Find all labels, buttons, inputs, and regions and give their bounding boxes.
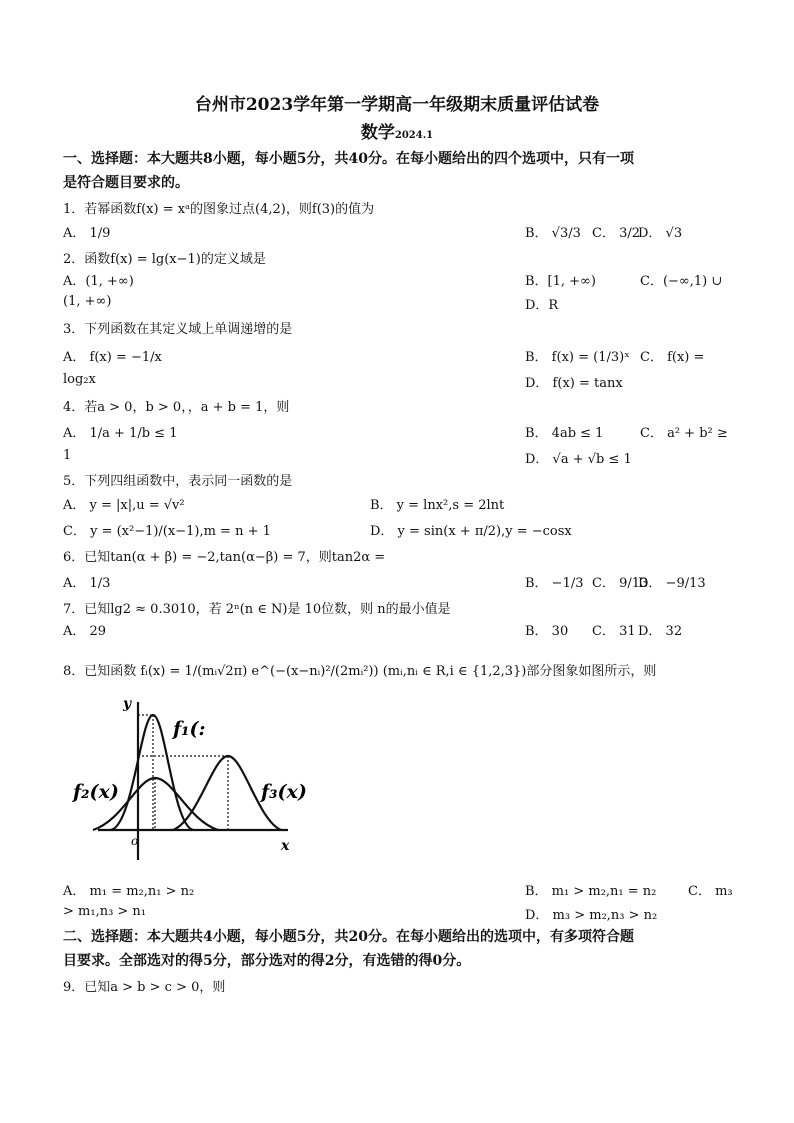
q2-option-c-cont: (1, +∞) <box>63 294 112 309</box>
fig-f1-label: f₁(: <box>173 718 206 740</box>
q7-option-c: C． 31 <box>592 624 636 639</box>
q7-option-d: D． 32 <box>638 624 683 639</box>
exam-date: 2024.1 <box>394 130 434 141</box>
q4-option-c: C． a² + b² ≥ <box>640 426 728 441</box>
q3-option-d: D． f(x) = tanx <box>525 376 623 391</box>
q1-option-b: B． √3/3 <box>525 226 581 241</box>
q4-option-c-cont: 1 <box>63 448 72 463</box>
q1-option-d: D． √3 <box>638 226 683 241</box>
section-2-header: 二、选择题：本大题共4小题，每小题5分，共20分。在每小题给出的选项中，有多项符合题 <box>63 929 634 945</box>
page-title: 台州市2023学年第一学期高一年级期末质量评估试卷 <box>194 95 600 115</box>
fig-x-label: x <box>281 838 290 854</box>
q1-option-a: A． 1/9 <box>63 226 111 241</box>
q1-option-c: C． 3/2 <box>592 226 641 241</box>
q2-option-a: A．(1, +∞) <box>63 274 134 289</box>
q3-option-c: C． f(x) = <box>640 350 705 365</box>
q5-option-c: C． y = (x²−1)/(x−1),m = n + 1 <box>63 524 271 539</box>
q8-figure <box>63 690 313 865</box>
q7-option-b: B． 30 <box>525 624 569 639</box>
q8-option-b: B． m₁ > m₂,n₁ = n₂ <box>525 884 657 899</box>
q8-stem: 8．已知函数 fᵢ(x) = 1/(mᵢ√2π) e^(−(x−nᵢ)²/(2mᵢ²)) (mᵢ,nᵢ ∈ R,i ∈ {1,2,3})部分图象如图所示，则 <box>63 664 657 679</box>
q1-stem: 1．若幂函数f(x) = xᵃ的图象过点(4,2)，则f(3)的值为 <box>63 202 375 217</box>
q7-stem: 7．已知lg2 ≈ 0.3010，若 2ⁿ(n ∈ N)是 10位数，则 n的最小值是 <box>63 602 451 617</box>
q8-option-c-cont: > m₁,n₃ > n₁ <box>63 904 147 919</box>
q6-option-a: A． 1/3 <box>63 576 111 591</box>
q4-option-d: D． √a + √b ≤ 1 <box>525 452 632 467</box>
fig-y-label: y <box>123 696 132 712</box>
q3-option-a: A． f(x) = −1/x <box>63 350 162 365</box>
q4-stem: 4．若a > 0，b > 0，，a + b = 1，则 <box>63 400 290 415</box>
q3-option-b: B． f(x) = (1/3)ˣ <box>525 350 630 365</box>
q2-stem: 2．函数f(x) = lg(x−1)的定义域是 <box>63 252 266 267</box>
subject-name: 数学 <box>360 123 395 143</box>
q8-option-d: D． m₃ > m₂,n₃ > n₂ <box>525 908 658 923</box>
q3-stem: 3．下列函数在其定义域上单调递增的是 <box>63 322 293 337</box>
q5-option-b: B． y = lnx²,s = 2lnt <box>370 498 505 513</box>
q2-option-b: B．[1, +∞) <box>525 274 596 289</box>
q8-option-a: A． m₁ = m₂,n₁ > n₂ <box>63 884 195 899</box>
q5-option-d: D． y = sin(x + π/2),y = −cosx <box>370 524 572 539</box>
q4-option-a: A． 1/a + 1/b ≤ 1 <box>63 426 178 441</box>
q3-option-c-cont: log₂x <box>63 372 96 387</box>
section-1-header: 一、选择题：本大题共8小题，每小题5分，共40分。在每小题给出的四个选项中，只有一项 <box>63 151 634 167</box>
q5-option-a: A． y = |x|,u = √v² <box>63 498 185 513</box>
q6-option-c: C． 9/13 <box>592 576 649 591</box>
fig-origin-label: o <box>131 834 139 848</box>
q9-stem: 9．已知a > b > c > 0，则 <box>63 980 226 995</box>
q8-option-c: C． m₃ <box>688 884 733 899</box>
fig-f3-label: f₃(x) <box>261 781 307 803</box>
q6-option-b: B． −1/3 <box>525 576 584 591</box>
fig-f2-label: f₂(x) <box>73 781 119 803</box>
q7-option-a: A． 29 <box>63 624 107 639</box>
q6-stem: 6．已知tan(α + β) = −2,tan(α−β) = 7，则tan2α = <box>63 550 386 565</box>
q2-option-c: C．(−∞,1) ∪ <box>640 274 723 289</box>
q2-option-d: D．R <box>525 298 559 313</box>
q5-stem: 5．下列四组函数中，表示同一函数的是 <box>63 474 293 489</box>
section-1-header-cont: 是符合题目要求的。 <box>63 175 189 191</box>
section-2-header-cont: 目要求。全部选对的得5分，部分选对的得2分，有选错的得0分。 <box>63 953 471 969</box>
q4-option-b: B． 4ab ≤ 1 <box>525 426 604 441</box>
q6-option-d: D． −9/13 <box>638 576 706 591</box>
subject-title <box>0 118 794 143</box>
